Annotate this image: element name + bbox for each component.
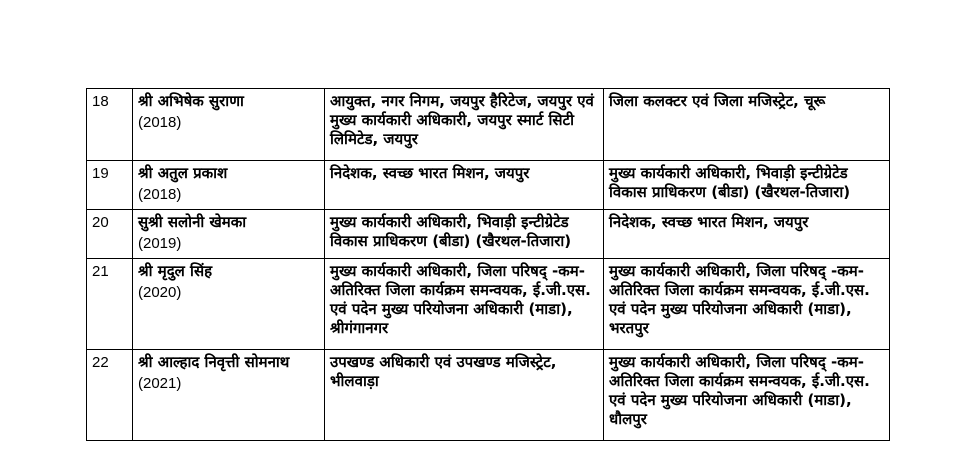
new-post: मुख्य कार्यकारी अधिकारी, जिला परिषद् -कम-अतिरिक्त जिला कार्यक्रम समन्वयक, ई.जी.एस. एवं पदेन मुख्य परियोजना अधिकारी (माडा), भरतपुर — [604, 259, 890, 350]
current-post: आयुक्त, नगर निगम, जयपुर हैरिटेज, जयपुर एवं मुख्य कार्यकारी अधिकारी, जयपुर स्मार्ट सिटी लिमिटेड, जयपुर — [325, 89, 604, 161]
officer-cell — [133, 161, 325, 210]
officer-name: श्री अतुल प्रकाश — [138, 164, 228, 182]
current-post: मुख्य कार्यकारी अधिकारी, भिवाड़ी इन्टीग्रेटेड विकास प्राधिकरण (बीडा) (खैरथल-तिजारा) — [325, 210, 604, 259]
serial-number: 20 — [87, 210, 133, 259]
new-post: मुख्य कार्यकारी अधिकारी, जिला परिषद् -कम-अतिरिक्त जिला कार्यक्रम समन्वयक, ई.जी.एस. एवं पदेन मुख्य परियोजना अधिकारी (माडा), धौलपुर — [604, 350, 890, 441]
officer-name: सुश्री सलोनी खेमका — [138, 213, 247, 231]
current-post: निदेशक, स्वच्छ भारत मिशन, जयपुर — [325, 161, 604, 210]
current-post: मुख्य कार्यकारी अधिकारी, जिला परिषद् -कम-अतिरिक्त जिला कार्यक्रम समन्वयक, ई.जी.एस. एवं पदेन मुख्य परियोजना अधिकारी (माडा), श्रीगंगानगर — [325, 259, 604, 350]
table-row — [87, 210, 890, 259]
batch-year: (2021) — [138, 375, 182, 392]
batch-year: (2018) — [138, 186, 182, 203]
table-row — [87, 259, 890, 350]
batch-year: (2019) — [138, 235, 182, 252]
transfer-table — [86, 88, 890, 441]
officer-cell — [133, 350, 325, 441]
table-row — [87, 161, 890, 210]
serial-number: 21 — [87, 259, 133, 350]
officer-cell — [133, 259, 325, 350]
table-row — [87, 89, 890, 161]
officer-cell — [133, 89, 325, 161]
serial-number: 22 — [87, 350, 133, 441]
officer-name: श्री अभिषेक सुराणा — [138, 92, 244, 110]
new-post: जिला कलक्टर एवं जिला मजिस्ट्रेट, चूरू — [604, 89, 890, 161]
current-post: उपखण्ड अधिकारी एवं उपखण्ड मजिस्ट्रेट, भीलवाड़ा — [325, 350, 604, 441]
table-row — [87, 350, 890, 441]
batch-year: (2018) — [138, 114, 182, 131]
new-post: निदेशक, स्वच्छ भारत मिशन, जयपुर — [604, 210, 890, 259]
serial-number: 18 — [87, 89, 133, 161]
batch-year: (2020) — [138, 284, 182, 301]
officer-name: श्री आल्हाद निवृत्ती सोमनाथ — [138, 353, 290, 371]
officer-name: श्री मृदुल सिंह — [138, 262, 213, 280]
new-post: मुख्य कार्यकारी अधिकारी, भिवाड़ी इन्टीग्रेटेड विकास प्राधिकरण (बीडा) (खैरथल-तिजारा) — [604, 161, 890, 210]
officer-cell — [133, 210, 325, 259]
serial-number: 19 — [87, 161, 133, 210]
